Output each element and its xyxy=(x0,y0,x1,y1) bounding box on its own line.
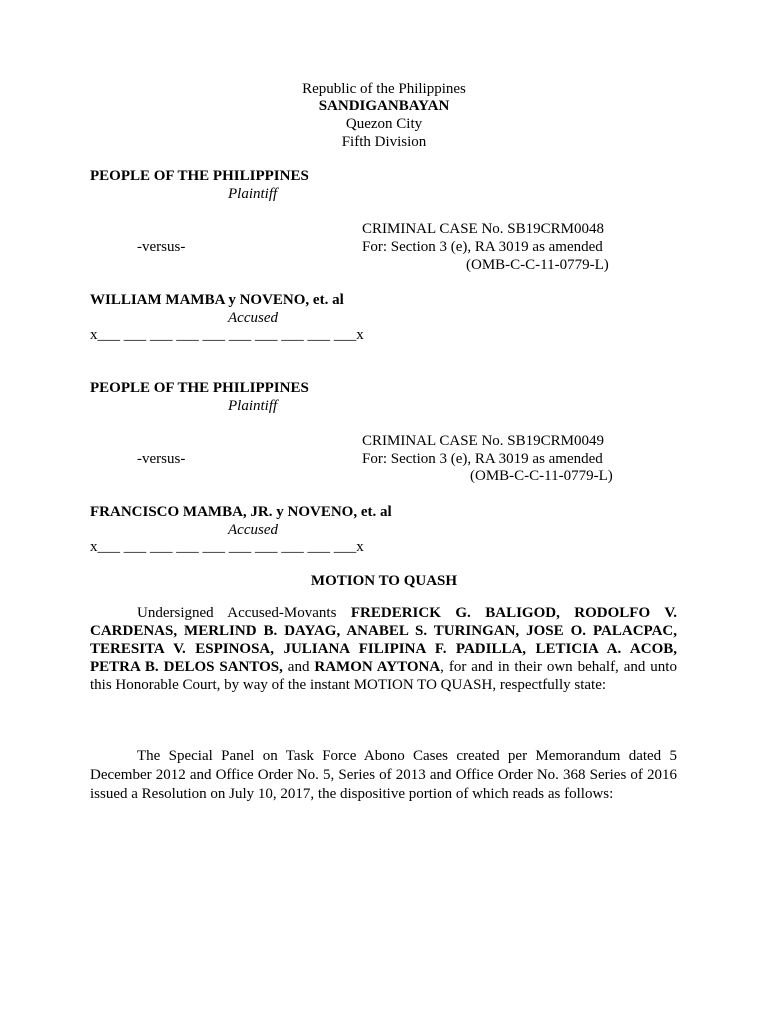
paragraph-and: and xyxy=(282,659,315,675)
case1-charge: For: Section 3 (e), RA 3019 as amended xyxy=(362,239,603,255)
paragraph-intro: Undersigned Accused-Movants xyxy=(137,605,351,621)
case2-omb-number: (OMB-C-C-11-0779-L) xyxy=(470,468,613,484)
case1-plaintiff-role: Plaintiff xyxy=(228,186,278,202)
case2-plaintiff-role: Plaintiff xyxy=(228,398,278,414)
case2-case-number: CRIMINAL CASE No. SB19CRM0049 xyxy=(362,433,604,449)
movant-names: FREDERICK G. BALIGOD, RODOLFO V. CARDENAS, MERLIND B. DAYAG, ANABEL S. TURINGAN, JOSE O. PALACPAC, TERESITA V. ESPINOSA, JULIANA FILIPINA F. PADILLA, LETICIA A. ACOB, PETRA B. DELOS SANTOS, xyxy=(90,605,677,675)
case2-plaintiff: PEOPLE OF THE PHILIPPINES xyxy=(90,380,309,396)
case1-separator: x___ ___ ___ ___ ___ ___ ___ ___ ___ ___x xyxy=(90,327,364,343)
case2-versus: -versus- xyxy=(137,451,186,467)
case1-plaintiff: PEOPLE OF THE PHILIPPINES xyxy=(90,168,309,184)
paragraph-special-panel-text: The Special Panel on Task Force Abono Cases created per Memorandum dated 5 December 2012 and Office Order No. 5, Series of 2013 and Office Order No. 368 Series of 2016 issued a Resolution on July 10, 2017, the dispositive portion of which reads as follows: xyxy=(90,748,677,802)
paragraph-movants xyxy=(90,604,677,694)
movant-last-name: RAMON AYTONA xyxy=(314,659,441,675)
header-court: SANDIGANBAYAN xyxy=(318,98,450,114)
case1-versus: -versus- xyxy=(137,239,186,255)
motion-title: MOTION TO QUASH xyxy=(310,573,458,589)
case2-accused: FRANCISCO MAMBA, JR. y NOVENO, et. al xyxy=(90,504,392,520)
case1-case-number: CRIMINAL CASE No. SB19CRM0048 xyxy=(362,221,604,237)
header-republic: Republic of the Philippines xyxy=(302,81,466,97)
case1-accused-role: Accused xyxy=(228,310,278,326)
header-city: Quezon City xyxy=(345,116,423,132)
case1-omb-number: (OMB-C-C-11-0779-L) xyxy=(466,257,609,273)
paragraph-rest: , for and in their own behalf, and unto this Honorable Court, by way of the instant MOTION TO QUASH, respectfully state: xyxy=(90,659,677,693)
case1-accused: WILLIAM MAMBA y NOVENO, et. al xyxy=(90,292,344,308)
paragraph-special-panel xyxy=(90,747,677,804)
case2-accused-role: Accused xyxy=(228,522,278,538)
header-division: Fifth Division xyxy=(341,134,427,150)
case2-charge: For: Section 3 (e), RA 3019 as amended xyxy=(362,451,603,467)
case2-separator: x___ ___ ___ ___ ___ ___ ___ ___ ___ ___x xyxy=(90,539,364,555)
